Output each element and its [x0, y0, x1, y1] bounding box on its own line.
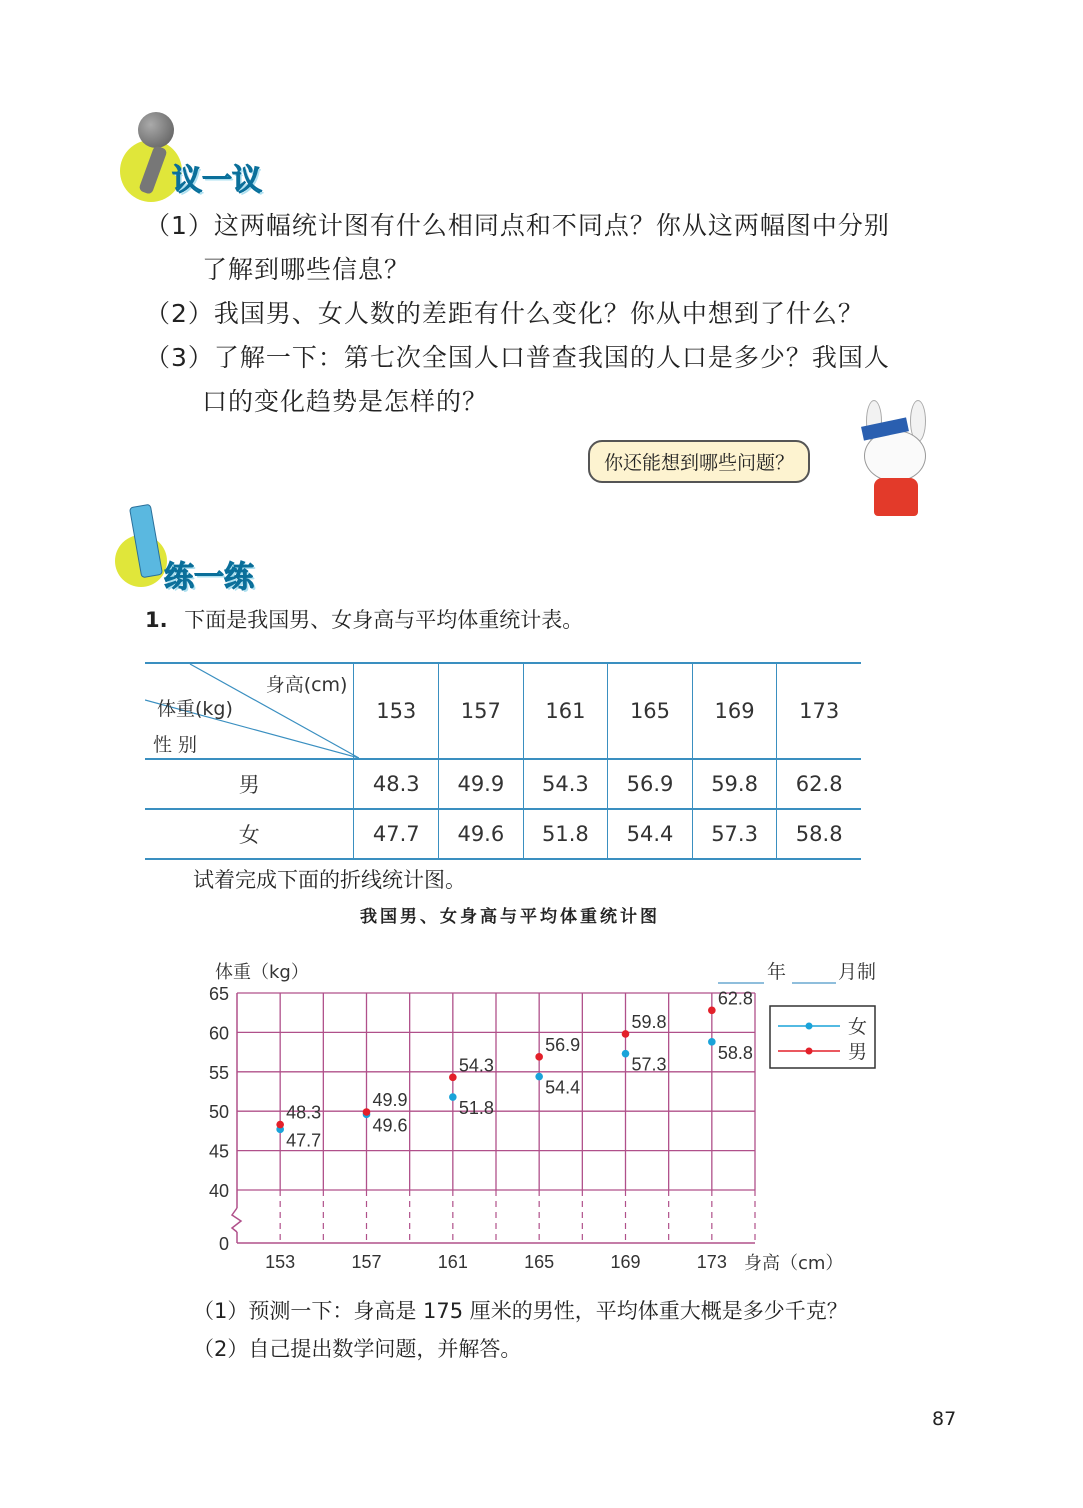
data-label: 54.3 [458, 1055, 494, 1076]
data-label: 49.6 [372, 1115, 408, 1136]
height-col: 153 [354, 663, 439, 759]
y-tick-label: 0 [218, 1234, 229, 1254]
question-1: （1）这两幅统计图有什么相同点和不同点？你从这两幅图中分别 [145, 211, 890, 240]
x-tick-label: 157 [351, 1252, 382, 1272]
data-label: 62.8 [717, 988, 753, 1009]
data-point-male [535, 1053, 543, 1061]
x-tick-label: 161 [437, 1252, 468, 1272]
sub-questions [193, 1292, 848, 1368]
y-axis-label: 体重（kg） [215, 962, 309, 983]
sub-question-1: （1）预测一下：身高是 175 厘米的男性，平均体重大概是多少千克？ [193, 1299, 848, 1323]
table-row-male: 男 48.3 49.9 54.3 56.9 59.8 62.8 [145, 759, 861, 809]
weight-chart [0, 950, 1083, 1290]
sub-question-2: （2）自己提出数学问题，并解答。 [193, 1337, 522, 1361]
x-axis-label: 身高（cm） [744, 1253, 844, 1274]
corner-header: 身高(cm) 体重(kg) 性 别 [145, 663, 354, 759]
y-tick-label: 40 [208, 1181, 229, 1201]
month-label: 月制 [838, 961, 877, 983]
data-label: 48.3 [286, 1102, 322, 1123]
exercise-1: 1. 下面是我国男、女身高与平均体重统计表。 [145, 608, 584, 632]
table-row-female: 女 47.7 49.6 51.8 54.4 57.3 58.8 [145, 809, 861, 859]
data-label: 49.9 [372, 1089, 408, 1110]
data-point-male [708, 1007, 716, 1015]
speech-bubble: 你还能想到哪些问题？ [588, 440, 810, 483]
legend-label: 女 [848, 1016, 868, 1038]
chart-instruction: 试着完成下面的折线统计图。 [193, 868, 466, 892]
y-tick-label: 50 [208, 1102, 229, 1123]
data-label: 56.9 [545, 1034, 581, 1055]
data-label: 58.8 [717, 1042, 753, 1063]
x-tick-label: 165 [524, 1252, 555, 1272]
discuss-questions: （1）这两幅统计图有什么相同点和不同点？你从这两幅图中分别 了解到哪些信息？ （2）我国男、女人数的差距有什么变化？你从中想到了什么？ （3）了解一下：第七次全国人口普查我国的人口是多少？我国人 口的变化趋势是怎样的？ [145, 204, 965, 424]
legend-label: 男 [848, 1041, 868, 1063]
height-col: 169 [692, 663, 777, 759]
data-point-male [276, 1121, 284, 1129]
question-3: （3）了解一下：第七次全国人口普查我国的人口是多少？我国人 [145, 343, 890, 372]
x-tick-label: 169 [610, 1252, 641, 1272]
axis-break-icon [232, 1208, 241, 1232]
height-weight-table [145, 662, 861, 860]
practice-heading: 练一练 [164, 560, 254, 595]
height-col: 157 [439, 663, 524, 759]
discuss-heading: 议一议 [172, 163, 262, 198]
question-2: （2）我国男、女人数的差距有什么变化？你从中想到了什么？ [145, 299, 864, 328]
chart-title: 我国男、女身高与平均体重统计图 [360, 907, 660, 927]
data-point-female [535, 1073, 543, 1081]
data-label: 51.8 [458, 1098, 494, 1119]
legend-marker [806, 1023, 813, 1030]
data-point-female [449, 1093, 457, 1101]
legend-marker [806, 1048, 813, 1055]
year-label: 年 [767, 961, 787, 983]
y-tick-label: 65 [208, 984, 229, 1004]
rabbit-mascot-icon [858, 400, 940, 520]
data-point-female [708, 1038, 716, 1046]
height-col: 165 [608, 663, 693, 759]
page-number: 87 [932, 1408, 957, 1430]
y-tick-label: 55 [208, 1062, 229, 1083]
data-point-male [622, 1030, 630, 1038]
data-label: 47.7 [286, 1130, 322, 1151]
data-point-female [622, 1050, 630, 1058]
x-tick-label: 173 [696, 1252, 727, 1272]
data-point-male [363, 1108, 371, 1116]
data-label: 57.3 [631, 1054, 667, 1075]
y-tick-label: 45 [208, 1141, 229, 1162]
data-label: 54.4 [545, 1077, 581, 1098]
height-col: 161 [523, 663, 608, 759]
x-tick-label: 153 [265, 1252, 296, 1272]
data-point-male [449, 1074, 457, 1082]
y-tick-label: 60 [208, 1023, 229, 1044]
height-col: 173 [777, 663, 861, 759]
data-label: 59.8 [631, 1011, 667, 1032]
